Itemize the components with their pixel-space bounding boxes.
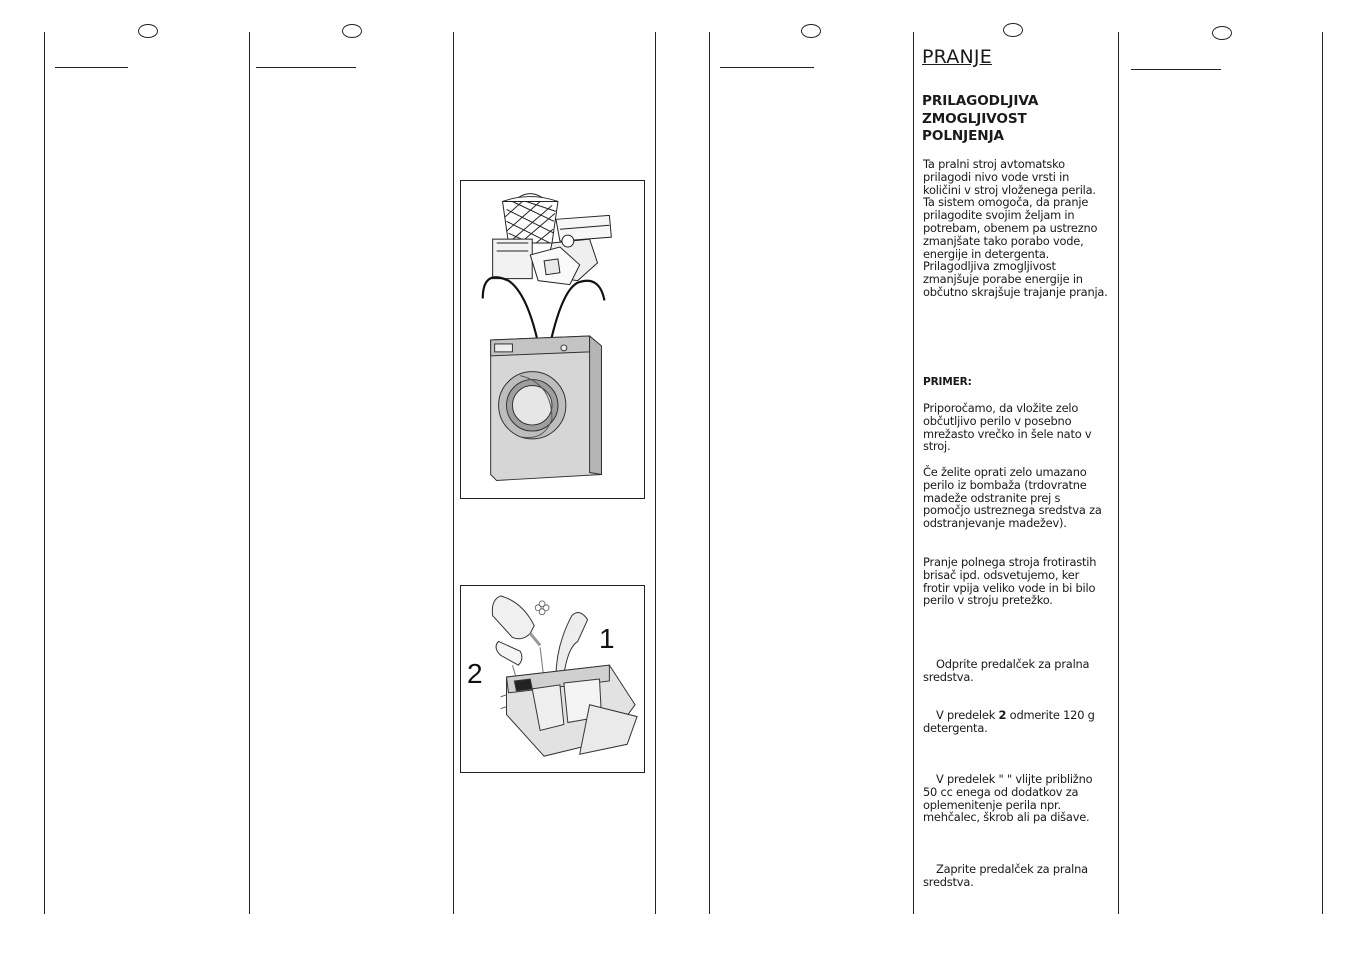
language-oval-icon [801,24,821,38]
heading-rule [55,67,128,68]
step-1 [923,658,1108,684]
example-text-1: Priporočamo, da vložite zelo občutljivo perilo v posebno mrežasto vrečko in šele nato v stroj. [923,401,1092,454]
step-4-text: Zaprite predalček za pralna sredstva. [923,862,1088,889]
column-divider [44,32,45,914]
laundry-basket-icon [503,194,558,243]
step-3 [923,773,1108,824]
language-oval-icon [138,24,158,38]
example-paragraph-3 [923,556,1108,607]
detergent-bottle-icon [492,596,587,677]
step-2 [923,709,1108,735]
column-divider [1322,32,1323,914]
example-label: PRIMER: [923,376,972,388]
heading-rule [1131,69,1221,70]
step-2-compartment-number: 2 [998,708,1007,722]
step-1-text: Odprite predalček za pralna sredstva. [923,657,1090,684]
column-divider [913,32,914,914]
example-paragraph-1 [923,402,1108,453]
step-2-text [923,709,1108,735]
washing-machine-icon [491,336,602,480]
step-3-text: V predelek " " vlijte približno 50 cc enega od dodatkov za oplemenitenje perila npr. mehčalec, škrob ali pa dišave. [923,772,1093,825]
laundry-into-machine-illustration [461,181,644,498]
language-oval-icon [1003,23,1023,37]
detergent-drawer-illustration [461,586,644,772]
column-divider [655,32,656,914]
heading-rule [256,67,356,68]
example-text-3: Pranje polnega stroja frotirastih brisač ipd. odsvetujemo, ker frotir vpija veliko vode in bi bilo perilo v stroju pretežko. [923,555,1097,608]
example-text-2: Če želite oprati zelo umazano perilo iz bombaža (trdovratne madeže odstranite prej s pomočjo ustreznega sredstva za odstranjevanje madežev). [923,465,1102,531]
language-oval-icon [342,24,362,38]
language-oval-icon [1212,26,1232,40]
column-divider [453,32,454,914]
page-title: PRANJE [922,46,992,68]
step-2-before: V predelek [936,708,999,722]
column-divider [709,32,710,914]
heading-rule [720,67,814,68]
drawer-label-1: 1 [599,623,615,654]
example-paragraph-2 [923,466,1108,530]
intro-paragraph [923,158,1108,299]
intro-text: Ta pralni stroj avtomatsko prilagodi nivo vode vrsti in količini v stroj vloženega perila. Ta sistem omogoča, da pranje prilagodite svojim željam in potrebam, obenem pa ustrezno zmanjšate tako porabo vode, energije in detergenta. Prilagodljiva zmogljivost zmanjšuje porabe energije in občutno skrajšuje trajanje pranja. [923,157,1108,299]
drawer-label-2: 2 [467,658,483,689]
laundry-figure [460,180,645,499]
step-2-after: odmerite 120 g detergenta. [923,708,1095,735]
column-divider [1118,32,1119,914]
drawer-figure [460,585,645,773]
drawer-icon [501,665,638,756]
section-subtitle: PRILAGODLJIVA ZMOGLJIVOST POLNJENJA [922,93,1039,144]
step-4 [923,863,1108,889]
column-divider [249,32,250,914]
